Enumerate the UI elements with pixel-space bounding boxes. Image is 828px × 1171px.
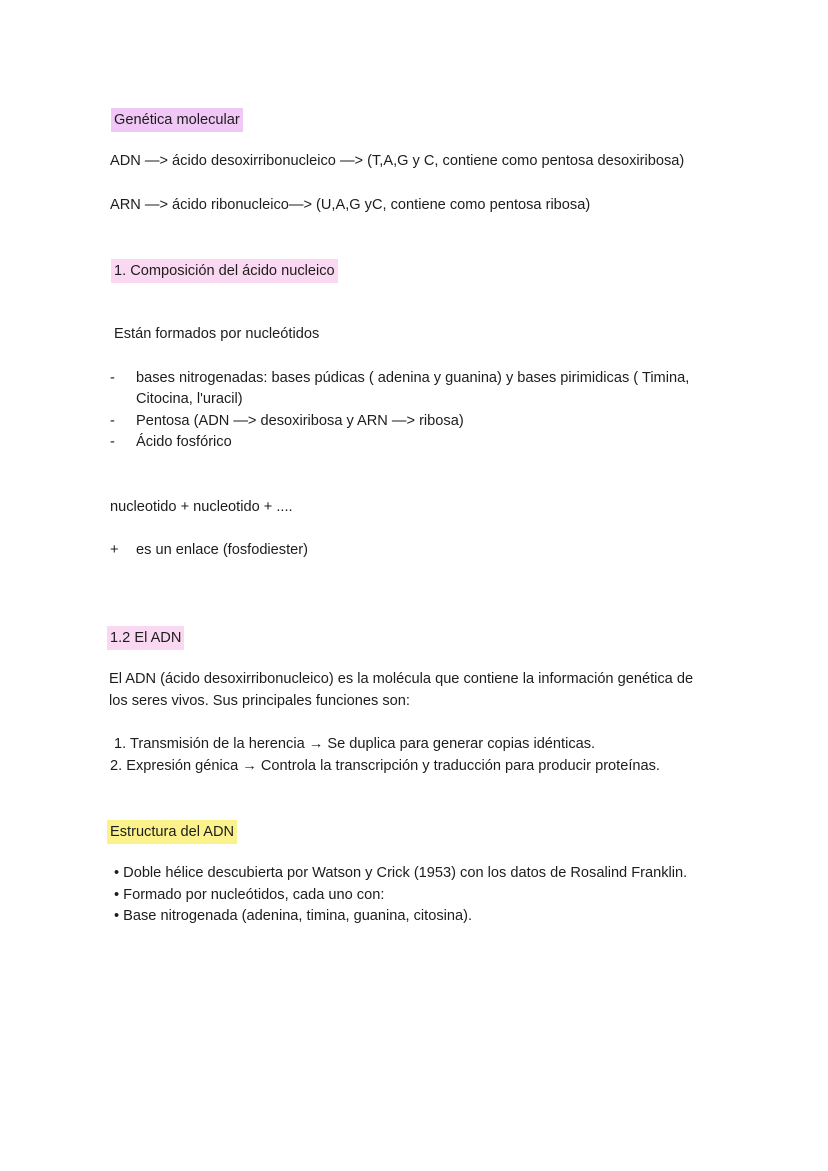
list-marker: - bbox=[110, 413, 115, 429]
arn-definition: ARN —> ácido ribonucleico—> (U,A,G yC, contiene como pentosa ribosa) bbox=[110, 197, 591, 213]
nucleotide-formula: nucleotido + nucleotido + .... bbox=[110, 499, 293, 515]
adn-paragraph-line: los seres vivos. Sus principales funciones son: bbox=[109, 693, 410, 709]
list-item: bases nitrogenadas: bases púdicas ( adenina y guanina) y bases pirimidicas ( Timina, bbox=[136, 370, 690, 386]
function-item: 2. Expresión génica → Controla la transcripción y traducción para producir proteínas. bbox=[110, 758, 660, 774]
plus-marker: + bbox=[110, 542, 119, 558]
list-item: Pentosa (ADN —> desoxiribosa y ARN —> ribosa) bbox=[136, 413, 464, 429]
structure-bullet: • Formado por nucleótidos, cada uno con: bbox=[114, 887, 385, 903]
structure-bullet: • Doble hélice descubierta por Watson y Crick (1953) con los datos de Rosalind Franklin. bbox=[114, 865, 688, 881]
structure-bullet: • Base nitrogenada (adenina, timina, guanina, citosina). bbox=[114, 908, 473, 924]
list-marker: - bbox=[110, 434, 115, 450]
section-1-lead: Están formados por nucleótidos bbox=[114, 326, 320, 342]
bond-note: es un enlace (fosfodiester) bbox=[136, 542, 308, 558]
section-1-heading: 1. Composición del ácido nucleico bbox=[111, 259, 338, 283]
list-marker: - bbox=[110, 370, 115, 386]
function-item: 1. Transmisión de la herencia → Se duplica para generar copias idénticas. bbox=[110, 736, 596, 752]
adn-paragraph-line: El ADN (ácido desoxirribonucleico) es la molécula que contiene la información genética de bbox=[109, 671, 694, 687]
structure-heading: Estructura del ADN bbox=[107, 820, 237, 844]
adn-definition: ADN —> ácido desoxirribonucleico —> (T,A,G y C, contiene como pentosa desoxiribosa) bbox=[110, 153, 685, 169]
list-item-continuation: Citocina, l'uracil) bbox=[136, 391, 243, 407]
section-1-2-heading: 1.2 El ADN bbox=[107, 626, 184, 650]
page-title: Genética molecular bbox=[111, 108, 243, 132]
list-item: Ácido fosfórico bbox=[136, 434, 232, 450]
